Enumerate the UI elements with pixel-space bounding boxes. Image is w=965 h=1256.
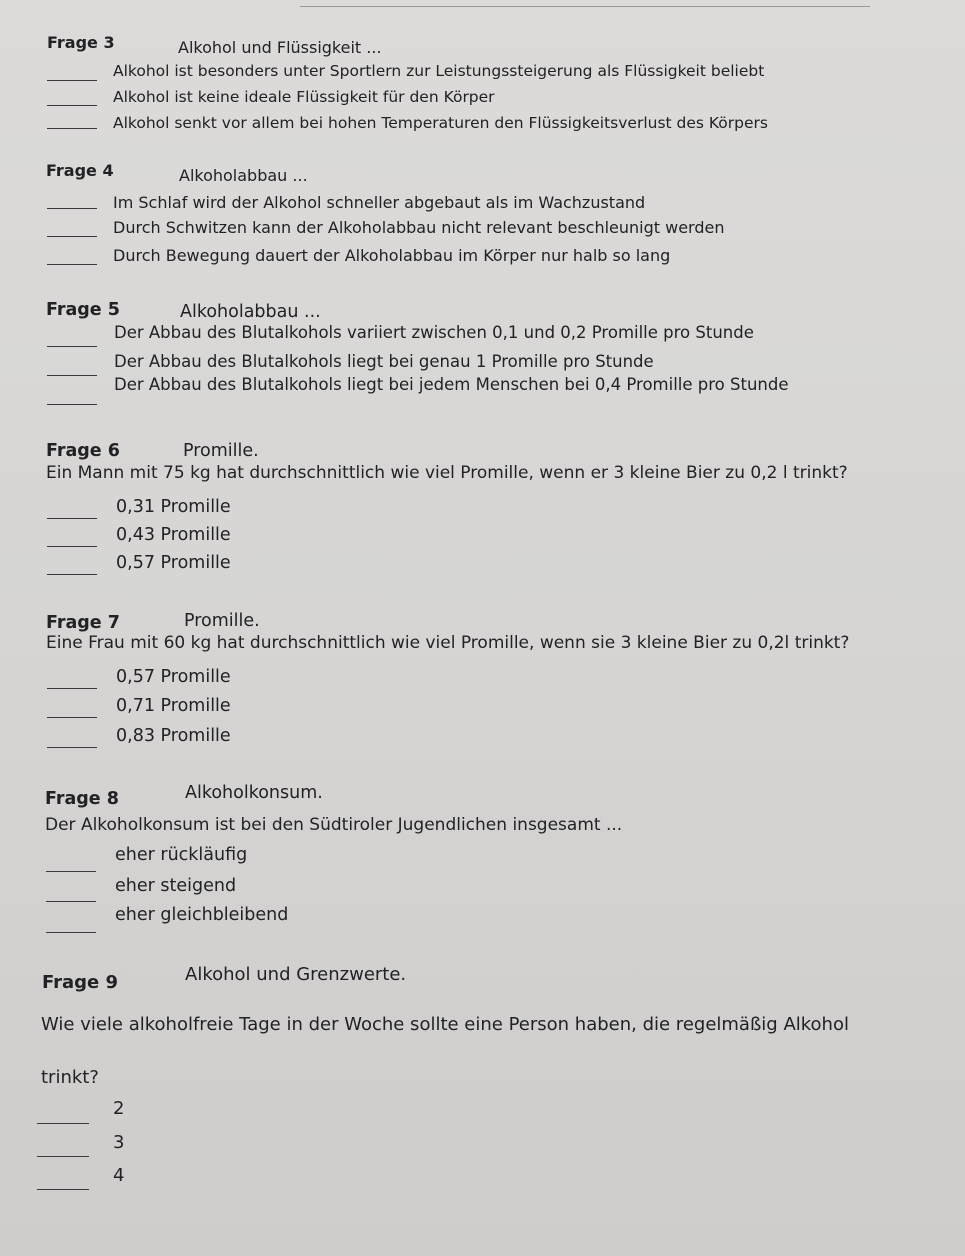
answer-blank[interactable] <box>47 105 97 106</box>
question-number: Frage 6 <box>46 441 120 461</box>
question-text-line-2: trinkt? <box>41 1067 99 1088</box>
question-text-line-1: Wie viele alkoholfreie Tage in der Woche sollte eine Person haben, die regelmäßig Alkohol <box>41 1014 849 1035</box>
answer-blank[interactable] <box>47 80 97 81</box>
option-text: Alkohol senkt vor allem bei hohen Temperaturen den Flüssigkeitsverlust des Körpers <box>113 114 768 132</box>
question-text: Eine Frau mit 60 kg hat durchschnittlich wie viel Promille, wenn sie 3 kleine Bier zu 0,2l trinkt? <box>46 633 850 653</box>
option-text: 0,43 Promille <box>116 525 231 545</box>
option-text: Durch Schwitzen kann der Alkoholabbau nicht relevant beschleunigt werden <box>113 218 725 237</box>
option-text: eher gleichbleibend <box>115 905 289 925</box>
answer-blank[interactable] <box>47 264 97 265</box>
option-text: eher steigend <box>115 876 237 896</box>
option-text: Im Schlaf wird der Alkohol schneller abgebaut als im Wachzustand <box>113 193 646 212</box>
question-number: Frage 8 <box>45 789 119 809</box>
option-text: 0,71 Promille <box>116 696 231 716</box>
question-title: Alkohol und Grenzwerte. <box>185 964 407 985</box>
answer-blank[interactable] <box>46 932 96 933</box>
option-text: 0,57 Promille <box>116 553 231 573</box>
question-number: Frage 7 <box>46 613 120 633</box>
question-number: Frage 4 <box>46 161 114 180</box>
answer-blank[interactable] <box>47 518 97 519</box>
question-title: Promille. <box>184 611 260 631</box>
question-title: Alkoholabbau ... <box>179 166 308 185</box>
answer-blank[interactable] <box>37 1189 89 1190</box>
question-number: Frage 9 <box>42 972 119 993</box>
question-text: Der Alkoholkonsum ist bei den Südtiroler Jugendlichen insgesamt ... <box>45 815 623 835</box>
answer-blank[interactable] <box>47 688 97 689</box>
answer-blank[interactable] <box>47 346 97 347</box>
option-text: Der Abbau des Blutalkohols variiert zwischen 0,1 und 0,2 Promille pro Stunde <box>114 323 754 342</box>
option-text: 0,83 Promille <box>116 726 231 746</box>
answer-blank[interactable] <box>47 208 97 209</box>
option-text: 0,31 Promille <box>116 497 231 517</box>
option-text: Der Abbau des Blutalkohols liegt bei genau 1 Promille pro Stunde <box>114 352 654 371</box>
answer-blank[interactable] <box>47 128 97 129</box>
answer-blank[interactable] <box>46 871 96 872</box>
option-text: Der Abbau des Blutalkohols liegt bei jedem Menschen bei 0,4 Promille pro Stunde <box>114 375 789 394</box>
option-text: 4 <box>113 1165 125 1186</box>
answer-blank[interactable] <box>47 375 97 376</box>
answer-blank[interactable] <box>37 1156 89 1157</box>
question-number: Frage 3 <box>47 33 115 52</box>
answer-blank[interactable] <box>46 901 96 902</box>
option-text: 3 <box>113 1132 125 1153</box>
answer-blank[interactable] <box>47 574 97 575</box>
answer-blank[interactable] <box>47 236 97 237</box>
option-text: 0,57 Promille <box>116 667 231 687</box>
answer-blank[interactable] <box>47 747 97 748</box>
question-title: Alkoholkonsum. <box>185 783 323 803</box>
option-text: Durch Bewegung dauert der Alkoholabbau im Körper nur halb so lang <box>113 246 671 265</box>
answer-blank[interactable] <box>47 404 97 405</box>
option-text: Alkohol ist keine ideale Flüssigkeit für den Körper <box>113 88 495 106</box>
top-divider <box>300 6 870 7</box>
question-title: Alkohol und Flüssigkeit ... <box>178 38 382 57</box>
answer-blank[interactable] <box>47 546 97 547</box>
answer-blank[interactable] <box>47 717 97 718</box>
question-number: Frage 5 <box>46 300 120 320</box>
option-text: 2 <box>113 1098 125 1119</box>
option-text: Alkohol ist besonders unter Sportlern zur Leistungssteigerung als Flüssigkeit beliebt <box>113 62 765 80</box>
question-title: Alkoholabbau ... <box>180 302 321 322</box>
question-text: Ein Mann mit 75 kg hat durchschnittlich wie viel Promille, wenn er 3 kleine Bier zu 0,2 l trinkt? <box>46 463 848 483</box>
question-title: Promille. <box>183 441 259 461</box>
option-text: eher rückläufig <box>115 845 248 865</box>
answer-blank[interactable] <box>37 1123 89 1124</box>
